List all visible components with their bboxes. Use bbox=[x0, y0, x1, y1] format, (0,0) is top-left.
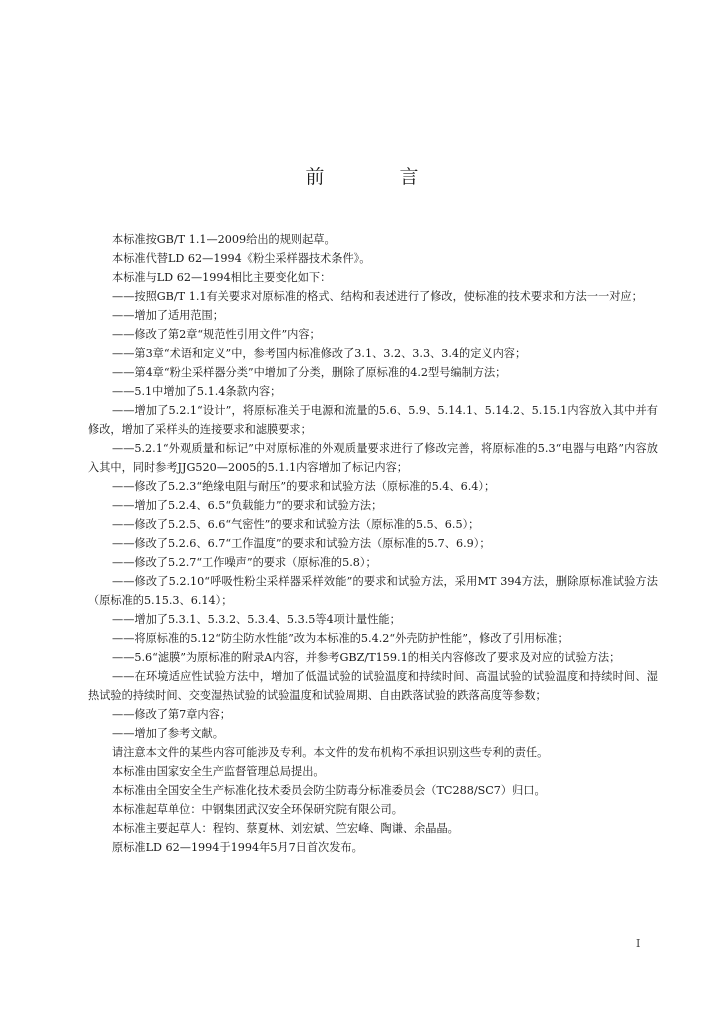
paragraph: 本标准按GB/T 1.1—2009给出的规则起草。 bbox=[112, 233, 336, 246]
paragraph: 本标准与LD 62—1994相比主要变化如下： bbox=[112, 271, 332, 284]
list-item: ——将原标准的5.12“防尘防水性能”改为本标准的5.4.2“外壳防护性能”，修改了引用标准； bbox=[112, 632, 569, 645]
list-item: ——增加了参考文献。 bbox=[112, 727, 224, 740]
list-item: ——5.6“滤膜”为原标准的附录A内容，并参考GBZ/T159.1的相关内容修改了要求及对应的试验方法； bbox=[112, 651, 621, 664]
list-item: ——增加了5.2.4、6.5“负载能力”的要求和试验方法； bbox=[112, 499, 383, 512]
list-item: ——增加了适用范围； bbox=[112, 309, 224, 322]
list-item: ——第4章“粉尘采样器分类”中增加了分类，删除了原标准的4.2型号编制方法； bbox=[112, 366, 507, 379]
list-item: ——5.1中增加了5.1.4条款内容； bbox=[112, 385, 282, 398]
paragraph: 请注意本文件的某些内容可能涉及专利。本文件的发布机构不承担识别这些专利的责任。 bbox=[112, 746, 549, 759]
list-item: ——按照GB/T 1.1有关要求对原标准的格式、结构和表述进行了修改，使标准的技术要求和方法一一对应； bbox=[112, 290, 643, 303]
list-item: ——修改了5.2.6、6.7“工作温度”的要求和试验方法（原标准的5.7、6.9）； bbox=[112, 537, 491, 550]
list-item: ——增加了5.2.1“设计”，将原标准关于电源和流量的5.6、5.9、5.14.1、5.14.2、5.15.1内容放入其中并有修改，增加了采样头的连接要求和滤膜要求； bbox=[88, 404, 658, 436]
list-item: ——修改了第7章内容； bbox=[112, 708, 231, 721]
list-item: ——修改了5.2.10“呼吸性粉尘采样器采样效能”的要求和试验方法，采用MT 394方法，删除原标准试验方法（原标准的5.15.3、6.14）； bbox=[88, 575, 658, 607]
list-item: ——修改了5.2.5、6.6“气密性”的要求和试验方法（原标准的5.5、6.5）； bbox=[112, 518, 480, 531]
list-item: ——第3章“术语和定义”中，参考国内标准修改了3.1、3.2、3.3、3.4的定义内容； bbox=[112, 347, 527, 360]
list-item: ——修改了5.2.7“工作噪声”的要求（原标准的5.8）； bbox=[112, 556, 377, 569]
list-item: ——修改了第2章“规范性引用文件”内容； bbox=[112, 328, 321, 341]
paragraph: 本标准起草单位：中钢集团武汉安全环保研究院有限公司。 bbox=[112, 803, 403, 816]
paragraph: 本标准主要起草人：程钧、蔡夏林、刘宏斌、竺宏峰、陶谦、余晶晶。 bbox=[112, 822, 459, 835]
list-item: ——在环境适应性试验方法中，增加了低温试验的试验温度和持续时间、高温试验的试验温度和持续时间、湿热试验的持续时间、交变湿热试验的试验温度和试验周期、自由跌落试验的跌落高度等参数； bbox=[88, 670, 658, 702]
list-item: ——修改了5.2.3“绝缘电阻与耐压”的要求和试验方法（原标准的5.4、6.4）； bbox=[112, 480, 496, 493]
page-number: I bbox=[636, 937, 641, 950]
foreword-body bbox=[88, 230, 658, 857]
page-title: 前 言 bbox=[305, 166, 447, 188]
paragraph: 本标准由全国安全生产标准化技术委员会防尘防毒分标准委员会（TC288/SC7）归口。 bbox=[112, 784, 546, 797]
list-item: ——5.2.1“外观质量和标记”中对原标准的外观质量要求进行了修改完善，将原标准的5.3“电器与电路”内容放入其中，同时参考JJG520—2005的5.1.1内容增加了标记内容； bbox=[88, 442, 658, 474]
paragraph: 本标准由国家安全生产监督管理总局提出。 bbox=[112, 765, 325, 778]
list-item: ——增加了5.3.1、5.3.2、5.3.4、5.3.5等4项计量性能； bbox=[112, 613, 401, 626]
paragraph: 原标准LD 62—1994于1994年5月7日首次发布。 bbox=[112, 841, 363, 854]
paragraph: 本标准代替LD 62—1994《粉尘采样器技术条件》。 bbox=[112, 252, 371, 265]
